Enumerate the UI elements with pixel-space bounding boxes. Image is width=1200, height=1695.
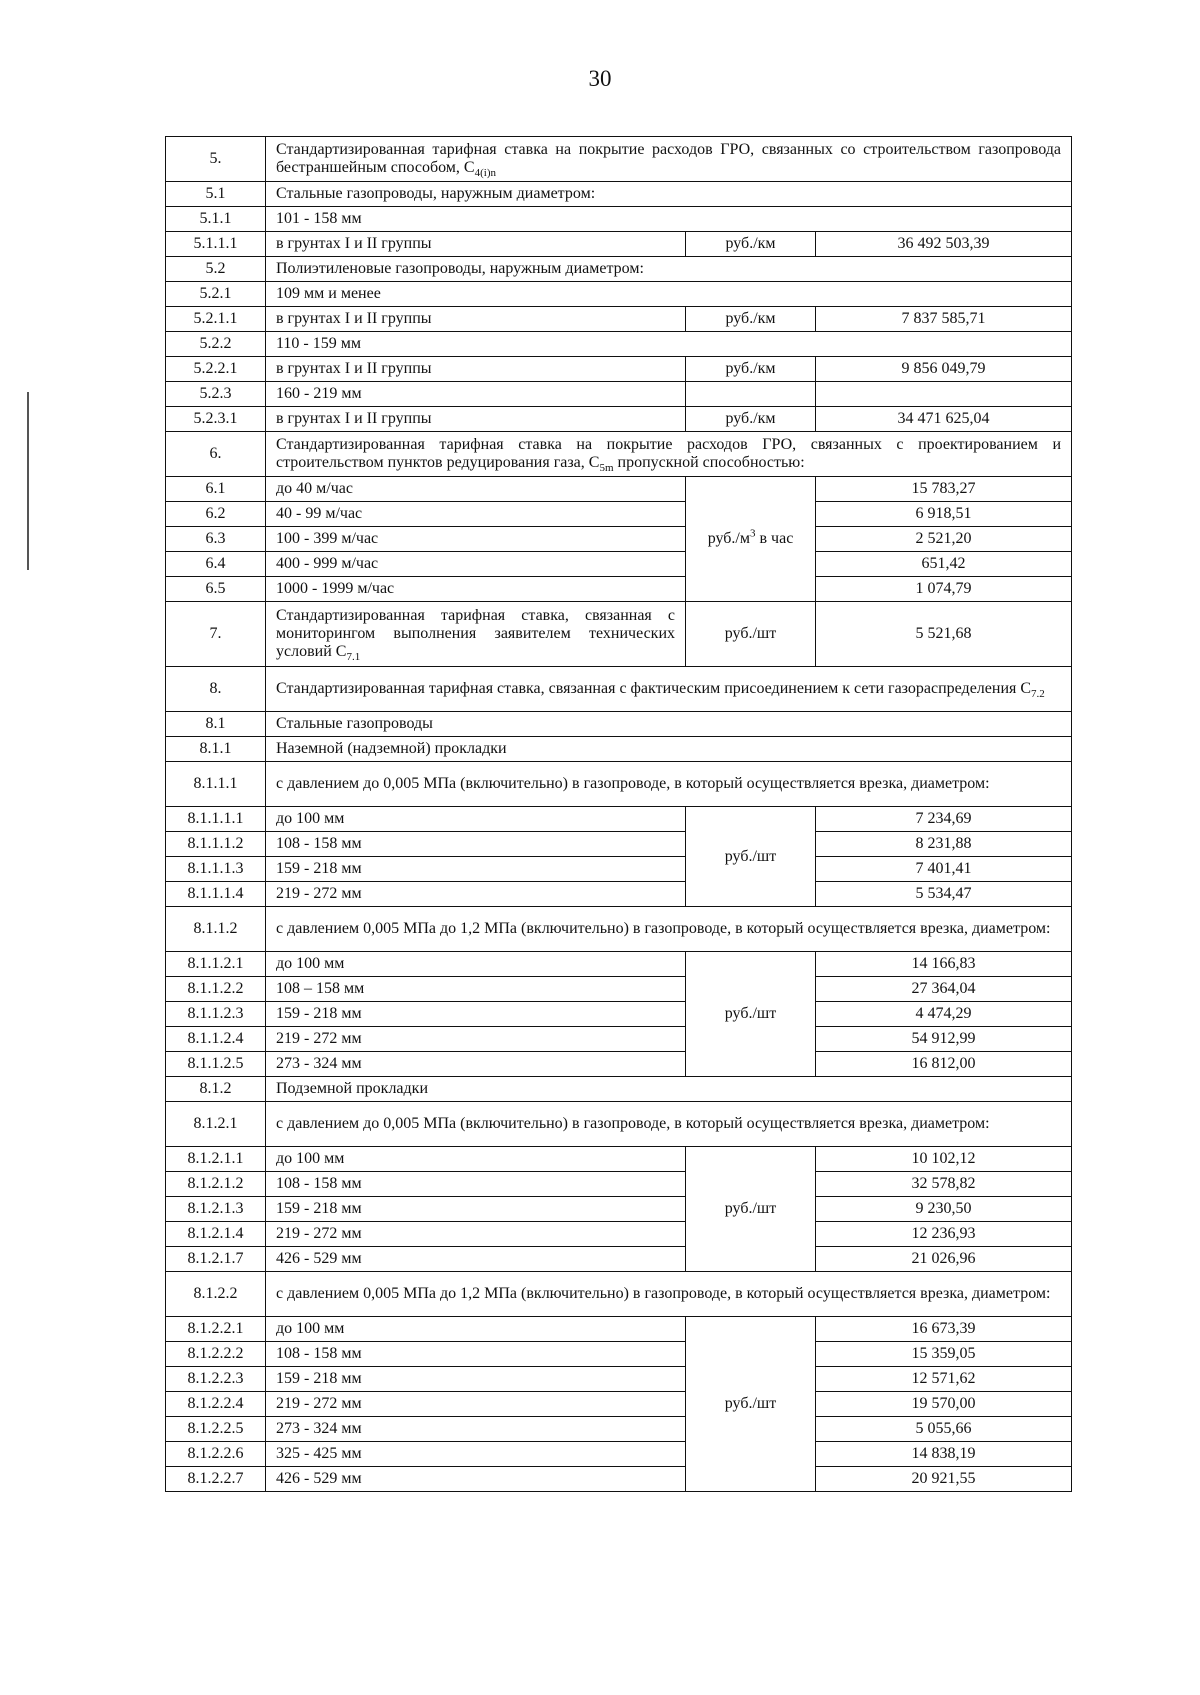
row-unit: $руб./м^3$ в час	[686, 477, 816, 602]
table-row	[166, 207, 1072, 232]
row-value: 9 230,50	[816, 1197, 1072, 1222]
table-row	[166, 407, 1072, 432]
row-description: Стандартизированная тарифная ставка, связанная с мониторингом выполнения заявителем технических условий $C_{7.1}$	[266, 602, 686, 667]
row-description: 159 - 218 мм	[266, 1002, 686, 1027]
row-description: Стальные газопроводы	[266, 712, 1072, 737]
table-row	[166, 1027, 1072, 1052]
table-row	[166, 1317, 1072, 1342]
row-number: 8.1.1.2.5	[166, 1052, 266, 1077]
row-description: 108 - 158 мм	[266, 1172, 686, 1197]
table-row	[166, 357, 1072, 382]
table-row	[166, 1272, 1072, 1317]
row-description: 108 – 158 мм	[266, 977, 686, 1002]
row-description: 426 - 529 мм	[266, 1467, 686, 1492]
row-description: 219 - 272 мм	[266, 1027, 686, 1052]
row-value: 21 026,96	[816, 1247, 1072, 1272]
row-value: 19 570,00	[816, 1392, 1072, 1417]
row-number: 5.	[166, 137, 266, 182]
row-description: 400 - 999 м/час	[266, 552, 686, 577]
row-value: 15 359,05	[816, 1342, 1072, 1367]
row-value: 54 912,99	[816, 1027, 1072, 1052]
row-number: 5.2	[166, 257, 266, 282]
table-row	[166, 1442, 1072, 1467]
table-row	[166, 1102, 1072, 1147]
row-number: 5.2.3.1	[166, 407, 266, 432]
table-row	[166, 1197, 1072, 1222]
row-number: 8.1.2.2	[166, 1272, 266, 1317]
row-description: 100 - 399 м/час	[266, 527, 686, 552]
table-row	[166, 1247, 1072, 1272]
row-description: Стандартизированная тарифная ставка на покрытие расходов ГРО, связанных с проектированием и строительством пунктов редуцирования газа, $C_{5m}$ пропускной способностью:	[266, 432, 1072, 477]
table-row	[166, 762, 1072, 807]
table-row	[166, 577, 1072, 602]
table-row	[166, 907, 1072, 952]
row-description: 40 - 99 м/час	[266, 502, 686, 527]
row-number: 6.4	[166, 552, 266, 577]
row-description: в грунтах I и II группы	[266, 357, 686, 382]
row-description: 159 - 218 мм	[266, 1197, 686, 1222]
row-description: до 100 мм	[266, 807, 686, 832]
row-value: 5 521,68	[816, 602, 1072, 667]
table-row	[166, 232, 1072, 257]
row-number: 8.1.2.2.3	[166, 1367, 266, 1392]
table-row	[166, 307, 1072, 332]
row-description: в грунтах I и II группы	[266, 407, 686, 432]
row-description: Стандартизированная тарифная ставка, связанная с фактическим присоединением к сети газораспределения $C_{7.2}$	[266, 667, 1072, 712]
row-description: 160 - 219 мм	[266, 382, 686, 407]
row-description: 1000 - 1999 м/час	[266, 577, 686, 602]
scan-artifact-line	[27, 392, 29, 570]
row-value: 36 492 503,39	[816, 232, 1072, 257]
row-unit: руб./шт	[686, 1317, 816, 1492]
row-number: 8.1.1.1.4	[166, 882, 266, 907]
table-row	[166, 182, 1072, 207]
table-row	[166, 807, 1072, 832]
row-description: Стандартизированная тарифная ставка на покрытие расходов ГРО, связанных со строительством газопровода бестраншейным способом, $C_{4(i)n}$	[266, 137, 1072, 182]
table-row	[166, 477, 1072, 502]
row-description: Полиэтиленовые газопроводы, наружным диаметром:	[266, 257, 1072, 282]
table-row	[166, 832, 1072, 857]
row-number: 6.1	[166, 477, 266, 502]
table-row	[166, 257, 1072, 282]
row-number: 8.1.1.2.4	[166, 1027, 266, 1052]
row-description: с давлением 0,005 МПа до 1,2 МПа (включительно) в газопроводе, в который осуществляется врезка, диаметром:	[266, 907, 1072, 952]
table-row	[166, 382, 1072, 407]
row-number: 8.1.2.2.6	[166, 1442, 266, 1467]
row-number: 8.1.2.2.4	[166, 1392, 266, 1417]
row-description: 219 - 272 мм	[266, 882, 686, 907]
row-value: 14 166,83	[816, 952, 1072, 977]
row-value: 15 783,27	[816, 477, 1072, 502]
table-row	[166, 857, 1072, 882]
row-value: 7 837 585,71	[816, 307, 1072, 332]
table-row	[166, 737, 1072, 762]
table-row	[166, 1172, 1072, 1197]
row-number: 8.1	[166, 712, 266, 737]
row-number: 8.1.2.2.7	[166, 1467, 266, 1492]
row-description: с давлением до 0,005 МПа (включительно) в газопроводе, в который осуществляется врезка, диаметром:	[266, 1102, 1072, 1147]
row-number: 8.1.1.2.1	[166, 952, 266, 977]
table-row	[166, 1367, 1072, 1392]
row-unit: руб./км	[686, 232, 816, 257]
row-value: 2 521,20	[816, 527, 1072, 552]
row-value: 8 231,88	[816, 832, 1072, 857]
table-row	[166, 1467, 1072, 1492]
row-value: 16 812,00	[816, 1052, 1072, 1077]
page-number: 30	[588, 66, 612, 91]
row-value: 4 474,29	[816, 1002, 1072, 1027]
row-unit: руб./км	[686, 357, 816, 382]
row-number: 8.1.1.1.1	[166, 807, 266, 832]
row-value: 5 534,47	[816, 882, 1072, 907]
table-row	[166, 1147, 1072, 1172]
table-row	[166, 977, 1072, 1002]
table-row	[166, 882, 1072, 907]
row-description: 219 - 272 мм	[266, 1222, 686, 1247]
row-description: 101 - 158 мм	[266, 207, 1072, 232]
row-unit: руб./км	[686, 407, 816, 432]
row-description: в грунтах I и II группы	[266, 307, 686, 332]
row-number: 8.1.2.1.2	[166, 1172, 266, 1197]
row-description: до 100 мм	[266, 1147, 686, 1172]
row-number: 8.1.2.2.5	[166, 1417, 266, 1442]
row-value: 10 102,12	[816, 1147, 1072, 1172]
row-description: до 100 мм	[266, 1317, 686, 1342]
row-description: с давлением 0,005 МПа до 1,2 МПа (включительно) в газопроводе, в который осуществляется врезка, диаметром:	[266, 1272, 1072, 1317]
table-row	[166, 712, 1072, 737]
row-unit: руб./шт	[686, 952, 816, 1077]
row-unit: руб./км	[686, 307, 816, 332]
row-number: 5.1.1.1	[166, 232, 266, 257]
row-description: 109 мм и менее	[266, 282, 1072, 307]
row-description: 273 - 324 мм	[266, 1052, 686, 1077]
row-number: 8.1.1.1.3	[166, 857, 266, 882]
row-number: 8.1.2.1	[166, 1102, 266, 1147]
table-row	[166, 527, 1072, 552]
row-number: 5.2.2.1	[166, 357, 266, 382]
table-row	[166, 1002, 1072, 1027]
row-number: 8.1.1.1	[166, 762, 266, 807]
row-number: 8.1.2.2.2	[166, 1342, 266, 1367]
table-row	[166, 552, 1072, 577]
table-row	[166, 282, 1072, 307]
row-number: 5.2.3	[166, 382, 266, 407]
row-description: 219 - 272 мм	[266, 1392, 686, 1417]
row-description: до 40 м/час	[266, 477, 686, 502]
row-number: 8.1.1.1.2	[166, 832, 266, 857]
row-number: 8.1.2.1.3	[166, 1197, 266, 1222]
row-unit: руб./шт	[686, 602, 816, 667]
row-value: 651,42	[816, 552, 1072, 577]
row-unit: руб./шт	[686, 1147, 816, 1272]
table-row	[166, 602, 1072, 667]
row-number: 5.1	[166, 182, 266, 207]
row-number: 8.1.2	[166, 1077, 266, 1102]
row-number: 8.1.2.1.4	[166, 1222, 266, 1247]
row-unit-empty	[686, 382, 816, 407]
row-value: 7 234,69	[816, 807, 1072, 832]
table-row	[166, 1392, 1072, 1417]
row-number: 5.2.1.1	[166, 307, 266, 332]
row-number: 8.1.1.2.2	[166, 977, 266, 1002]
row-number: 6.2	[166, 502, 266, 527]
row-value: 14 838,19	[816, 1442, 1072, 1467]
row-description: до 100 мм	[266, 952, 686, 977]
table-row	[166, 1052, 1072, 1077]
row-number: 6.	[166, 432, 266, 477]
row-number: 8.1.1	[166, 737, 266, 762]
table-row	[166, 952, 1072, 977]
row-number: 8.	[166, 667, 266, 712]
row-value: 12 236,93	[816, 1222, 1072, 1247]
tariff-table	[165, 136, 1072, 1492]
table-row	[166, 332, 1072, 357]
row-number: 8.1.2.2.1	[166, 1317, 266, 1342]
row-description: 108 - 158 мм	[266, 1342, 686, 1367]
row-value: 20 921,55	[816, 1467, 1072, 1492]
row-number: 6.5	[166, 577, 266, 602]
table-row	[166, 1222, 1072, 1247]
row-value: 34 471 625,04	[816, 407, 1072, 432]
row-number: 5.1.1	[166, 207, 266, 232]
table-row	[166, 1342, 1072, 1367]
row-description: 110 - 159 мм	[266, 332, 1072, 357]
row-description: 159 - 218 мм	[266, 857, 686, 882]
row-value: 32 578,82	[816, 1172, 1072, 1197]
row-number: 5.2.1	[166, 282, 266, 307]
row-value-empty	[816, 382, 1072, 407]
row-unit: руб./шт	[686, 807, 816, 907]
row-value: 6 918,51	[816, 502, 1072, 527]
row-value: 12 571,62	[816, 1367, 1072, 1392]
row-value: 5 055,66	[816, 1417, 1072, 1442]
table-row	[166, 1417, 1072, 1442]
row-number: 8.1.2.1.7	[166, 1247, 266, 1272]
row-description: Подземной прокладки	[266, 1077, 1072, 1102]
row-number: 7.	[166, 602, 266, 667]
row-value: 16 673,39	[816, 1317, 1072, 1342]
table-row	[166, 432, 1072, 477]
row-description: 273 - 324 мм	[266, 1417, 686, 1442]
row-number: 6.3	[166, 527, 266, 552]
table-row	[166, 137, 1072, 182]
row-description: Стальные газопроводы, наружным диаметром:	[266, 182, 1072, 207]
row-value: 27 364,04	[816, 977, 1072, 1002]
row-number: 5.2.2	[166, 332, 266, 357]
table-row	[166, 502, 1072, 527]
row-description: 325 - 425 мм	[266, 1442, 686, 1467]
row-description: 426 - 529 мм	[266, 1247, 686, 1272]
row-number: 8.1.1.2.3	[166, 1002, 266, 1027]
row-description: Наземной (надземной) прокладки	[266, 737, 1072, 762]
row-number: 8.1.1.2	[166, 907, 266, 952]
row-description: 159 - 218 мм	[266, 1367, 686, 1392]
row-value: 9 856 049,79	[816, 357, 1072, 382]
row-description: с давлением до 0,005 МПа (включительно) в газопроводе, в который осуществляется врезка, диаметром:	[266, 762, 1072, 807]
row-description: в грунтах I и II группы	[266, 232, 686, 257]
row-value: 1 074,79	[816, 577, 1072, 602]
row-description: 108 - 158 мм	[266, 832, 686, 857]
row-value: 7 401,41	[816, 857, 1072, 882]
row-number: 8.1.2.1.1	[166, 1147, 266, 1172]
table-row	[166, 1077, 1072, 1102]
table-row	[166, 667, 1072, 712]
